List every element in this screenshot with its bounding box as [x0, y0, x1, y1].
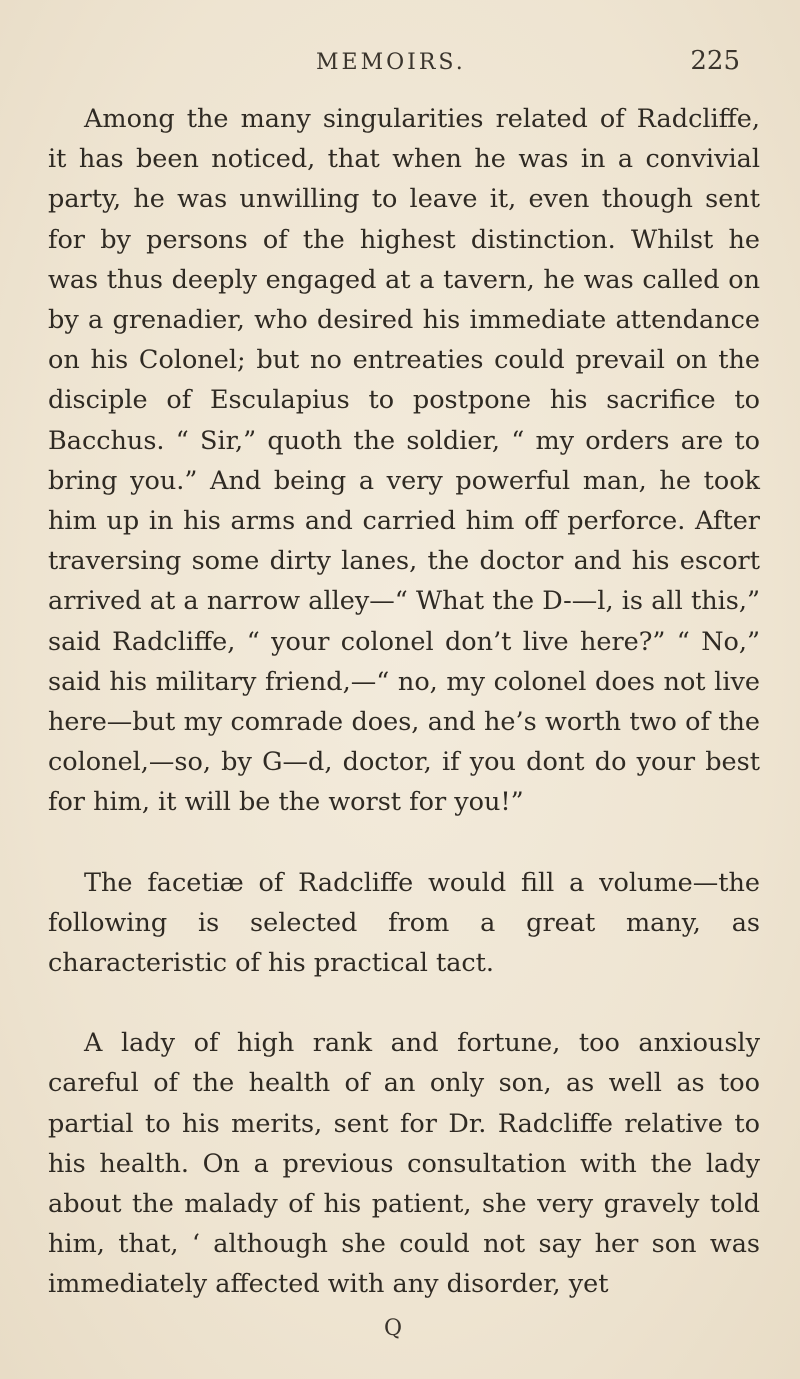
body-text: [48, 99, 769, 1305]
signature-mark: Q: [384, 1316, 403, 1341]
page-header: [0, 44, 800, 84]
running-head: MEMOIRS.: [316, 50, 466, 75]
page-number: 225: [690, 46, 740, 76]
paragraph-radcliffe-grenadier: Among the many singularities related of Radcliffe, it has been noticed, that when he was in a convivial party, he was unwilling to leave it, even though sent for by persons of the highest distinction. Whilst he was thus deeply engaged at a tavern, he was called on by a grenadier, who desired his immediate attendance on his Colonel; but no entreaties could prevail on the disciple of Esculapius to postpone his sacrifice to Bacchus. “ Sir,” quoth the soldier, “ my orders are to bring you.” And being a very powerful man, he took him up in his arms and carried him off perforce. After traversing some dirty lanes, the doctor and his escort arrived at a narrow alley—“ What the D-—l, is all this,” said Radcliffe, “ your colonel don’t live here?” “ No,” said his military friend,—“ no, my colonel does not live here—but my comrade does, and he’s worth two of the colonel,—so, by G—d, doctor, if you dont do your best for him, it will be the worst for you!”: [48, 104, 769, 818]
paragraph-facetiae: The facetiæ of Radcliffe would fill a volume—the following is selected from a great many, as characteristic of his practical tact.: [48, 867, 769, 979]
paragraph-lady-of-rank: A lady of high rank and fortune, too anxiously careful of the health of an only son, as well as too partial to his merits, sent for Dr. Radcliffe relative to his health. On a previous consultation with the lady about the malady of his patient, she very gravely told him, that, ‘ although she could not say her son was immediately affected with any disorder, yet: [48, 1028, 769, 1300]
